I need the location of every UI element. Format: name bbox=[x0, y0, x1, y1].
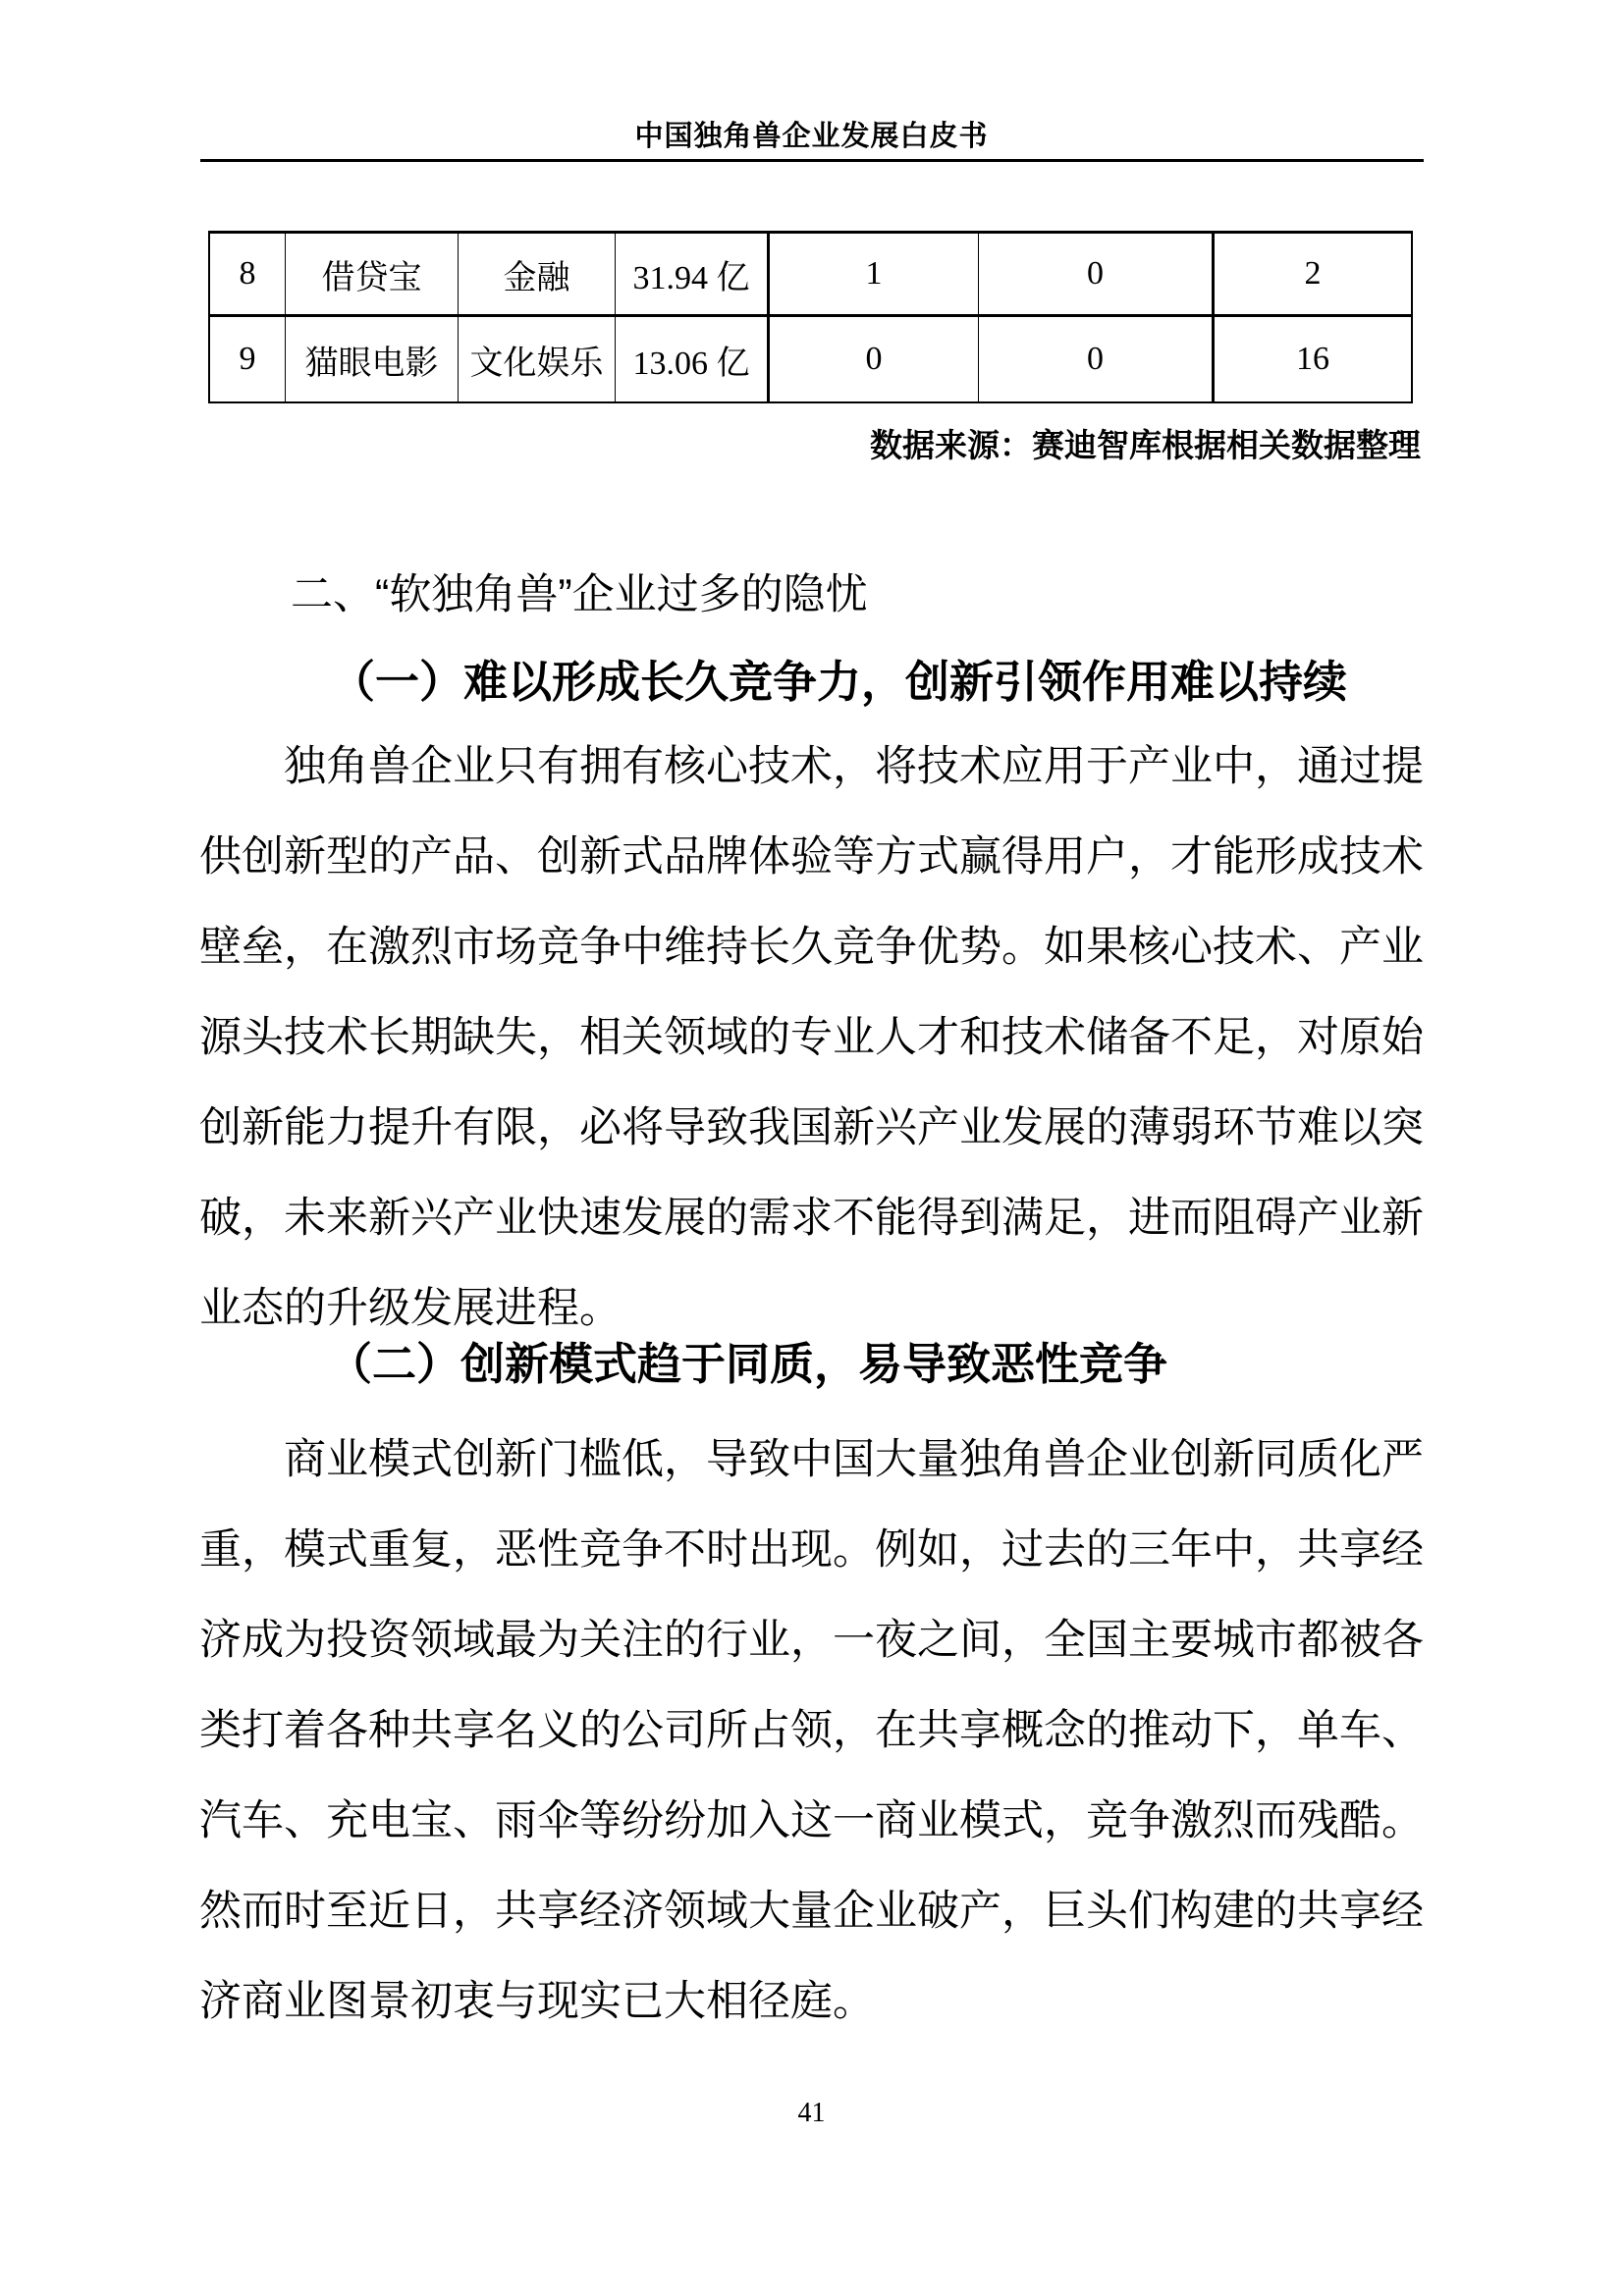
paragraph-line: 商业模式创新门槛低，导致中国大量独角兽企业创新同质化严 bbox=[284, 1436, 1424, 1483]
paragraph-2 bbox=[199, 1415, 1424, 2047]
subsection-heading-2-2: （二）创新模式趋于同质，易导致恶性竞争 bbox=[328, 1339, 1168, 1389]
table-cell-row9-col6: 0 bbox=[979, 317, 1215, 401]
paragraph-line: 汽车、充电宝、雨伞等纷纷加入这一商业模式，竞争激烈而残酷。 bbox=[199, 1797, 1424, 1844]
header-rule bbox=[200, 159, 1424, 162]
paragraph-line: 壁垒，在激烈市场竞争中维持长久竞争优势。如果核心技术、产业 bbox=[199, 924, 1424, 971]
table-cell-row8-col7: 2 bbox=[1215, 234, 1411, 317]
paragraph-line: 独角兽企业只有拥有核心技术，将技术应用于产业中，通过提 bbox=[284, 743, 1424, 790]
page-number: 41 bbox=[797, 2098, 826, 2128]
paragraph-line: 供创新型的产品、创新式品牌体验等方式赢得用户，才能形成技术 bbox=[199, 833, 1424, 881]
table-cell-row8-index: 8 bbox=[210, 234, 286, 317]
section-heading-2: 二、“软独角兽”企业过多的隐忧 bbox=[291, 571, 868, 618]
paragraph-line: 济成为投资领域最为关注的行业，一夜之间，全国主要城市都被各 bbox=[199, 1617, 1424, 1664]
table-cell-row8-industry: 金融 bbox=[459, 234, 616, 317]
paragraph-line: 济商业图景初衷与现实已大相径庭。 bbox=[199, 1978, 875, 2025]
paragraph-line: 创新能力提升有限，必将导致我国新兴产业发展的薄弱环节难以突 bbox=[199, 1104, 1424, 1151]
paragraph-line: 业态的升级发展进程。 bbox=[199, 1285, 622, 1332]
paragraph-line: 然而时至近日，共享经济领域大量企业破产，巨头们构建的共享经 bbox=[199, 1888, 1424, 1935]
table-cell-row8-valuation: 31.94 亿 bbox=[616, 234, 770, 317]
table-cell-row9-index: 9 bbox=[210, 317, 286, 401]
table-cell-row9-industry: 文化娱乐 bbox=[459, 317, 616, 401]
subsection-heading-2-1: （一）难以形成长久竞争力，创新引领作用难以持续 bbox=[331, 657, 1348, 707]
running-header-title: 中国独角兽企业发展白皮书 bbox=[634, 121, 989, 152]
table-cell-row8-col5: 1 bbox=[770, 234, 979, 317]
table-cell-row9-col7: 16 bbox=[1296, 341, 1329, 377]
paragraph-line: 类打着各种共享名义的公司所占领，在共享概念的推动下，单车、 bbox=[199, 1707, 1424, 1754]
unicorn-data-table bbox=[208, 231, 1413, 403]
table-cell-row8-col6: 0 bbox=[979, 234, 1215, 317]
table-cell-row9-name: 猫眼电影 bbox=[286, 317, 459, 401]
paragraph-line: 破，未来新兴产业快速发展的需求不能得到满足，进而阻碍产业新 bbox=[199, 1195, 1424, 1242]
table-data-source: 数据来源：赛迪智库根据相关数据整理 bbox=[870, 427, 1421, 463]
table-cell-row9-valuation: 13.06 亿 bbox=[616, 317, 770, 401]
table-cell-row8-name: 借贷宝 bbox=[286, 234, 459, 317]
table-cell-row9-col5: 0 bbox=[770, 317, 979, 401]
paragraph-1 bbox=[199, 721, 1424, 1354]
paragraph-line: 源头技术长期缺失，相关领域的专业人才和技术储备不足，对原始 bbox=[199, 1014, 1424, 1061]
paragraph-line: 重，模式重复，恶性竞争不时出现。例如，过去的三年中，共享经 bbox=[199, 1526, 1424, 1574]
